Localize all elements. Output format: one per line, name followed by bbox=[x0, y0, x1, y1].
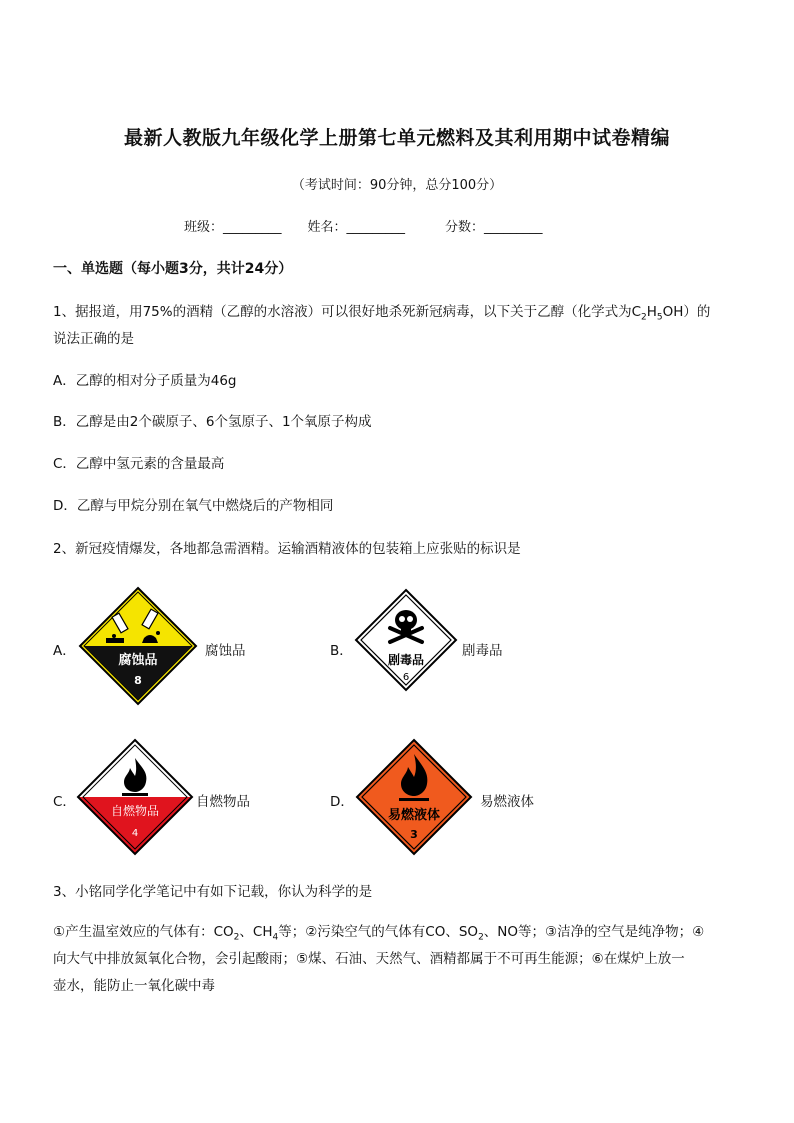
name-field: 姓名：_________ bbox=[307, 220, 406, 235]
toxic-sign-icon bbox=[354, 588, 458, 692]
spontaneous-sign-text: 自燃物品 bbox=[110, 804, 160, 818]
student-info bbox=[184, 216, 569, 235]
toxic-class-number: 6 bbox=[402, 672, 410, 683]
corrosive-class-number: 8 bbox=[134, 674, 142, 687]
flammable-liquid-sign-icon bbox=[355, 738, 473, 856]
q3-stem: 3、小铭同学化学笔记中有如下记载，你认为科学的是 bbox=[53, 884, 373, 900]
q2-option-d-letter: D． bbox=[330, 794, 354, 810]
q2-option-b-label: 剧毒品 bbox=[462, 643, 503, 659]
spontaneous-class-number: 4 bbox=[131, 828, 139, 839]
toxic-sign-text: 剧毒品 bbox=[387, 653, 425, 667]
section-heading: 一、单选题（每小题3分，共计24分） bbox=[53, 261, 293, 277]
q1-option-c: C．乙醇中氢元素的含量最高 bbox=[53, 456, 225, 472]
flammable-class-number: 3 bbox=[410, 828, 418, 841]
exam-subtitle: （考试时间：90分钟，总分100分） bbox=[291, 178, 503, 193]
q2-option-c-label: 自燃物品 bbox=[196, 794, 250, 810]
flammable-sign-text: 易燃液体 bbox=[387, 808, 441, 823]
q2-option-a-label: 腐蚀品 bbox=[205, 643, 246, 659]
q2-option-d-label: 易燃液体 bbox=[480, 794, 534, 810]
q1-option-b: B．乙醇是由2个碳原子、6个氢原子、1个氧原子构成 bbox=[53, 414, 372, 430]
q3-statement-line2: 向大气中排放氮氧化合物，会引起酸雨；⑤煤、石油、天然气、酒精都属于不可再生能源；⑥在煤炉上放一 bbox=[53, 951, 685, 967]
q2-option-a-letter: A． bbox=[53, 643, 76, 659]
page-title: 最新人教版九年级化学上册第七单元燃料及其利用期中试卷精编 bbox=[123, 127, 670, 149]
q2-option-b-letter: B． bbox=[330, 643, 353, 659]
q1-option-a: A．乙醇的相对分子质量为46g bbox=[53, 373, 237, 389]
q2-option-c-letter: C． bbox=[53, 794, 76, 810]
class-field: 班级：_________ bbox=[184, 220, 282, 235]
q3-statement-line1: ①产生温室效应的气体有：$CO_2$、$CH_4$等；②污染空气的气体有CO、$SO_2$、NO等；③洁净的空气是纯净物；④ bbox=[53, 924, 705, 943]
q1-stem-line2: 说法正确的是 bbox=[53, 331, 134, 347]
corrosive-sign-text: 腐蚀品 bbox=[118, 653, 158, 668]
q1-option-d: D．乙醇与甲烷分别在氧气中燃烧后的产物相同 bbox=[53, 498, 334, 514]
score-field: 分数：_________ bbox=[445, 220, 543, 235]
corrosive-sign-icon bbox=[78, 586, 198, 706]
q3-statement-line3: 壶水，能防止一氧化碳中毒 bbox=[53, 978, 215, 994]
spontaneous-combustion-sign-icon bbox=[76, 738, 194, 856]
q2-stem: 2、新冠疫情爆发，各地都急需酒精。运输酒精液体的包装箱上应张贴的标识是 bbox=[53, 541, 521, 557]
q1-stem: 1、据报道，用75%的酒精（乙醇的水溶液）可以很好地杀死新冠病毒，以下关于乙醇（化学式为$C_2H_5OH$）的 bbox=[53, 304, 711, 323]
